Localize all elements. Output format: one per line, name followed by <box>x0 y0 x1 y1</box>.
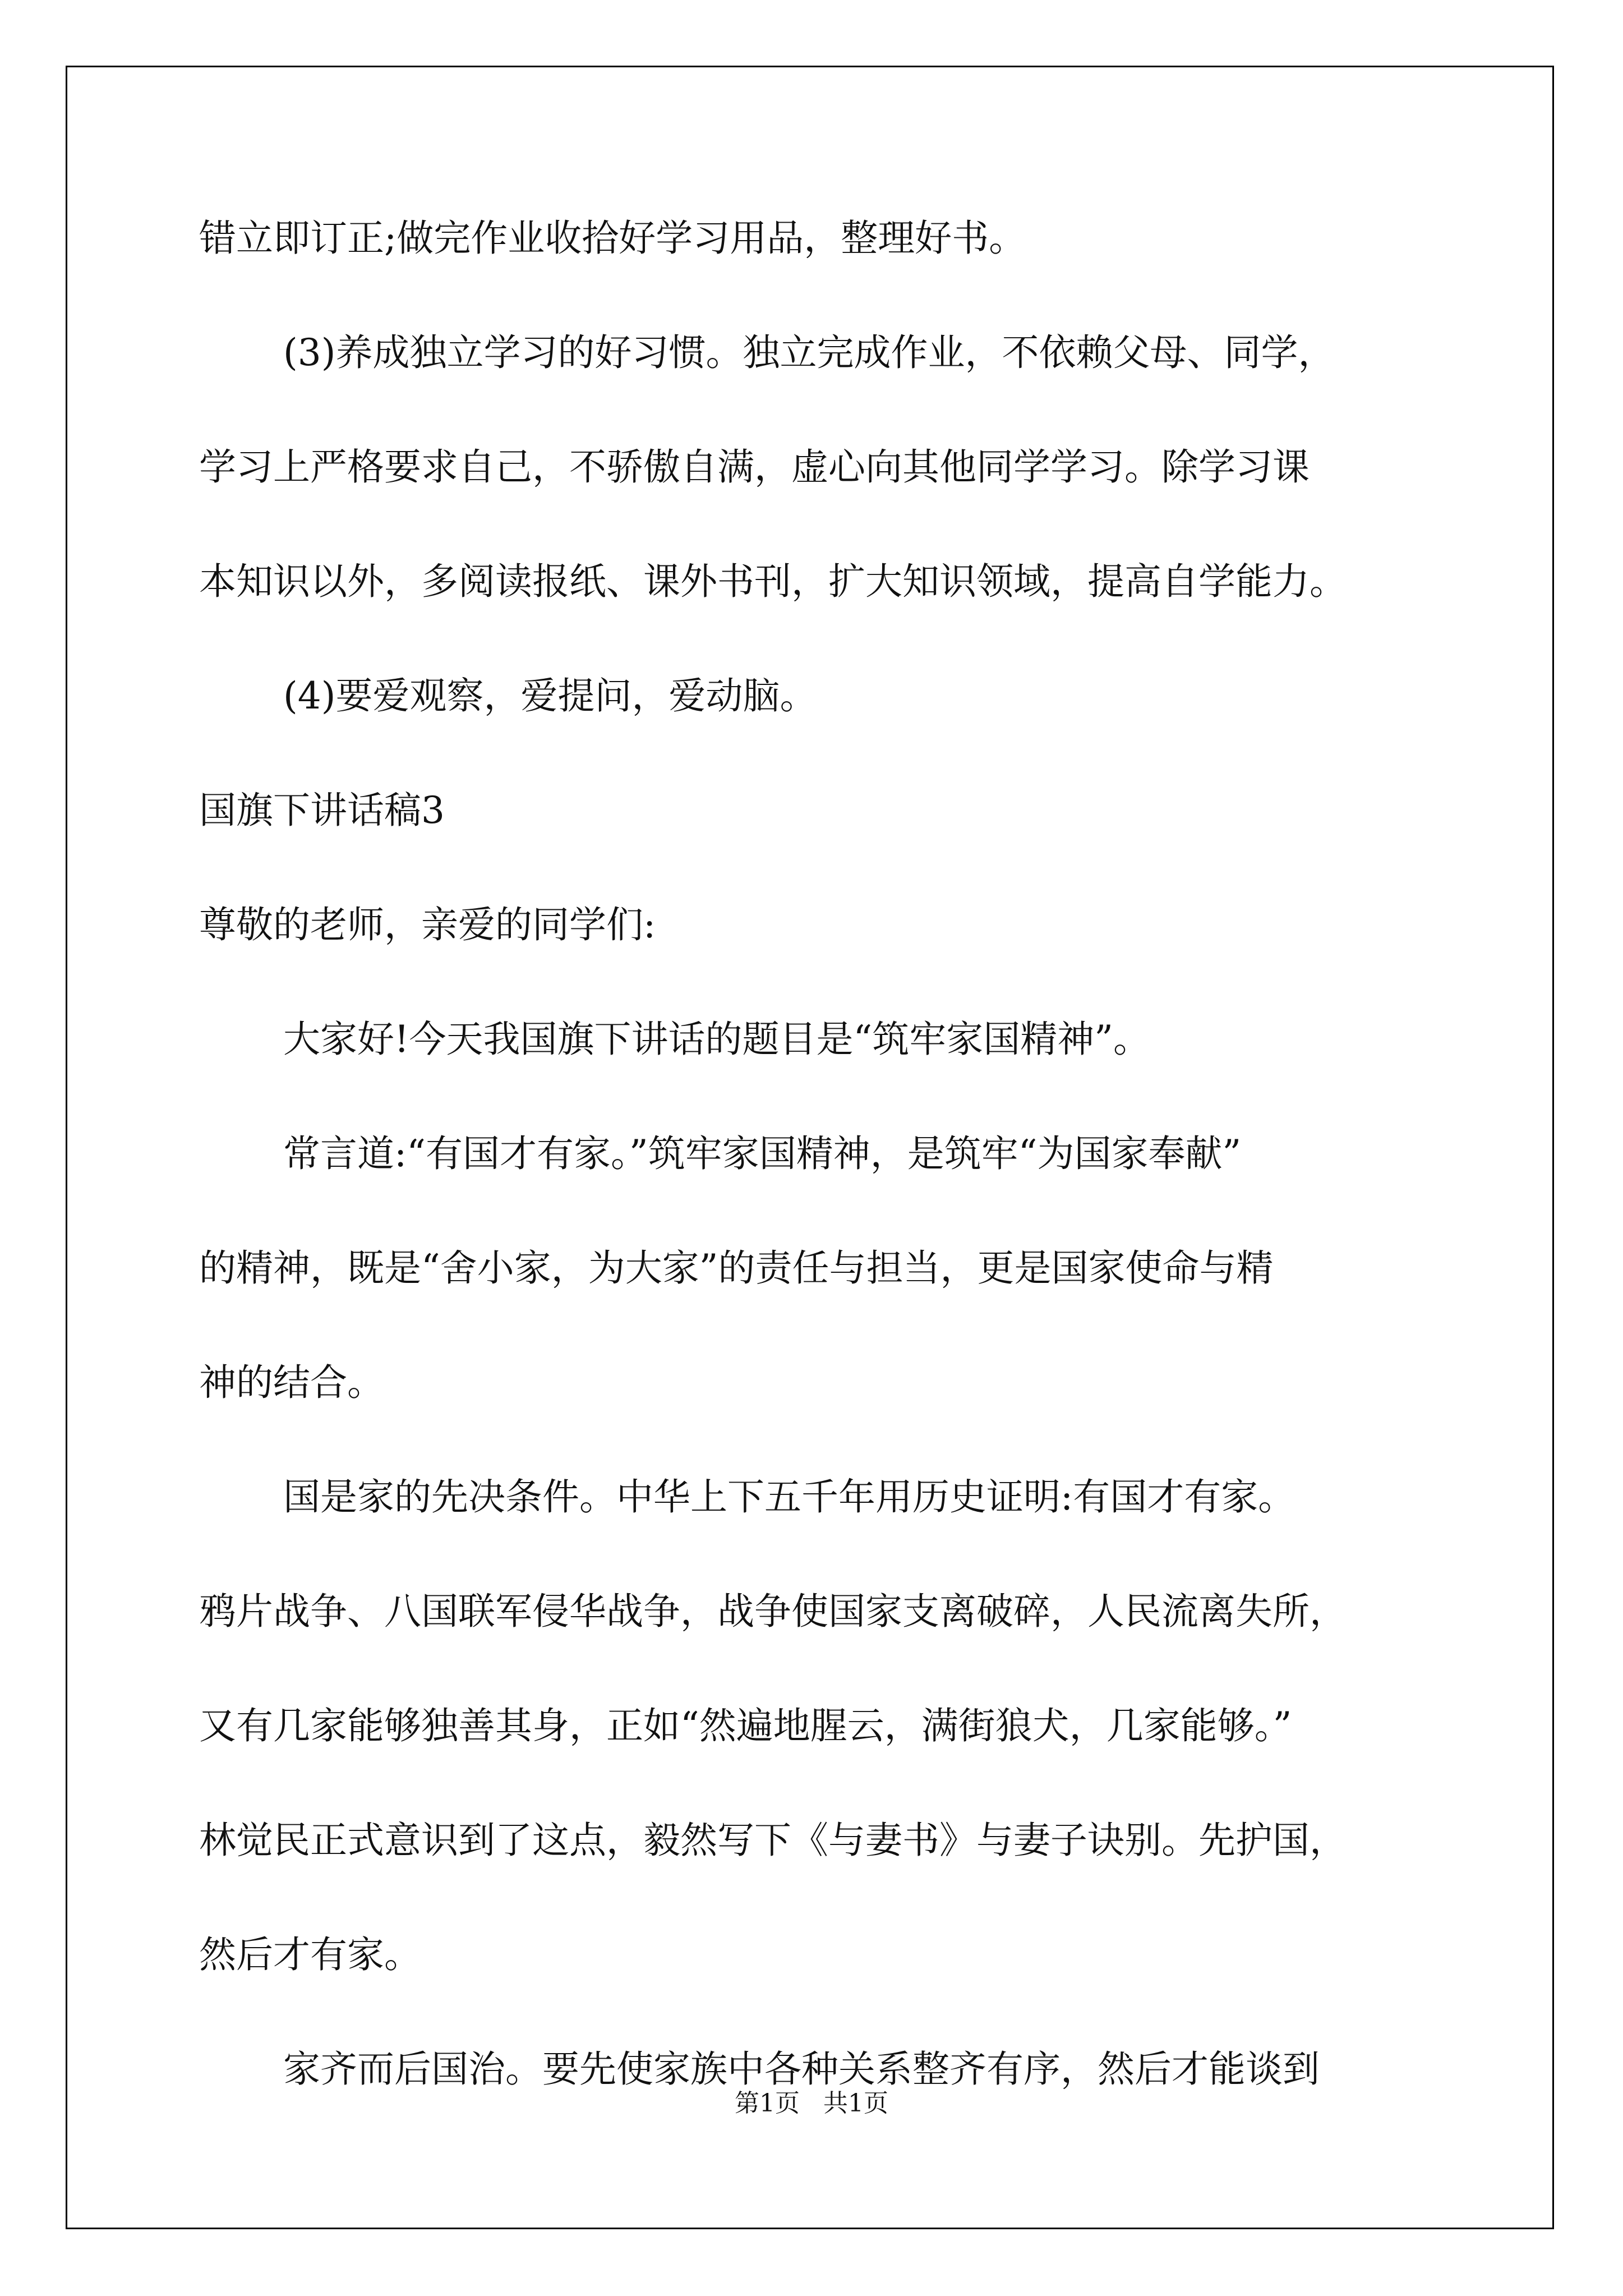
text-line: (3)养成独立学习的好习惯。独立完成作业，不依赖父母、同学， <box>283 331 1335 374</box>
section-heading: 国旗下讲话稿3 <box>199 789 445 832</box>
text-line: (4)要爱观察，爱提问，爱动脑。 <box>283 674 817 717</box>
text-line: 的精神，既是“舍小家，为大家”的责任与担当，更是国家使命与精 <box>199 1246 1274 1290</box>
text-line: 学习上严格要求自己，不骄傲自满，虚心向其他同学学习。除学习课 <box>199 445 1310 489</box>
text-line: 神的结合。 <box>199 1361 384 1404</box>
page-footer: 第1页 共1页 <box>735 2089 888 2118</box>
text-line: 鸦片战争、八国联军侵华战争，战争使国家支离破碎，人民流离失所， <box>199 1590 1347 1633</box>
salutation: 尊敬的老师，亲爱的同学们: <box>199 903 656 946</box>
text-line: 然后才有家。 <box>199 1933 421 1976</box>
text-line: 又有几家能够独善其身，正如“然遍地腥云，满街狼犬，几家能够。” <box>199 1704 1292 1747</box>
text-line: 国是家的先决条件。中华上下五千年用历史证明:有国才有家。 <box>283 1475 1295 1519</box>
text-line: 错立即订正;做完作业收拾好学习用品，整理好书。 <box>199 217 1026 260</box>
text-line: 大家好!今天我国旗下讲话的题目是“筑牢家国精神”。 <box>283 1018 1151 1061</box>
text-line: 林觉民正式意识到了这点，毅然写下《与妻书》与妻子诀别。先护国， <box>199 1819 1347 1862</box>
text-line: 常言道:“有国才有家。”筑牢家国精神，是筑牢“为国家奉献” <box>283 1132 1242 1175</box>
text-line: 本知识以外，多阅读报纸、课外书刊，扩大知识领域，提高自学能力。 <box>199 560 1347 603</box>
text-line: 家齐而后国治。要先使家族中各种关系整齐有序，然后才能谈到 <box>283 2047 1320 2091</box>
